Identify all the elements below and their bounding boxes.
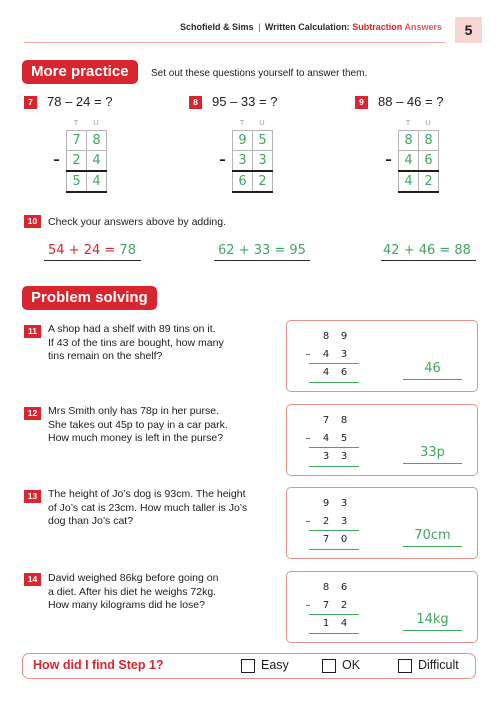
work-digit: 3: [340, 349, 348, 360]
answer-text: 33p: [420, 445, 445, 460]
grid-digit: 7: [67, 131, 87, 151]
work-digit: 8: [340, 415, 348, 426]
check-sum-1-rhs: 78: [119, 243, 136, 258]
grid-digit: 9: [233, 131, 253, 151]
column-headers: [398, 118, 438, 127]
question-number-9: 9: [355, 96, 368, 109]
check-sum-1: [48, 243, 136, 258]
answer-line: [44, 260, 141, 261]
working-calculation: [299, 580, 369, 636]
problem-13-text: [48, 488, 263, 529]
question-number-10: 10: [24, 215, 41, 228]
work-digit: 4: [322, 367, 330, 378]
calc-line: [309, 447, 359, 448]
check-sum-2: 62 + 33 = 95: [218, 243, 306, 258]
minus-sign: –: [385, 153, 392, 169]
question-8-text: 95 – 33 = ?: [212, 94, 278, 109]
difficult-label: Difficult: [418, 658, 459, 672]
problem-line: dog than Jo’s cat?: [48, 515, 134, 527]
problem-line: a diet. After his diet he weighs 72kg.: [48, 585, 217, 598]
grid-digit: 4: [87, 151, 107, 172]
work-digit: 0: [340, 534, 348, 545]
problem-line: How much money is left in the purse?: [48, 432, 224, 444]
problem-line: How many kilograms did he lose?: [48, 599, 205, 611]
minus-sign: –: [305, 600, 311, 611]
problem-line: The height of Jo’s dog is 93cm. The height: [48, 488, 246, 500]
work-digit: 8: [322, 582, 330, 593]
grid-digit: 3: [233, 151, 253, 172]
header-divider: [24, 42, 445, 43]
answer-line: [214, 260, 310, 261]
grid-digit: 8: [399, 131, 419, 151]
answer-text: 14kg: [416, 612, 449, 627]
work-digit: 7: [322, 600, 330, 611]
grid-digit: 3: [253, 151, 273, 172]
ok-checkbox[interactable]: [322, 659, 336, 673]
work-digit: 2: [322, 516, 330, 527]
answer-digit: 5: [67, 171, 87, 192]
column-headers: [66, 118, 106, 127]
work-digit: 2: [340, 600, 348, 611]
column-subtraction-grid: [213, 130, 273, 193]
problem-line: Mrs Smith only has 78p in her purse.: [48, 405, 219, 417]
minus-sign: –: [219, 153, 226, 169]
working-box: [286, 320, 478, 392]
answer-digit: 6: [233, 171, 253, 192]
problem-line: tins remain on the shelf?: [48, 350, 163, 362]
work-digit: 3: [340, 451, 348, 462]
minus-sign: –: [305, 433, 311, 444]
answer-digit: 2: [253, 171, 273, 192]
working-calculation: [299, 329, 369, 385]
answer-digit: 4: [87, 171, 107, 192]
work-digit: 9: [340, 331, 348, 342]
problem-11-text: [48, 323, 263, 364]
work-digit: 4: [322, 349, 330, 360]
tens-header: T: [239, 118, 245, 127]
question-number-7: 7: [24, 96, 37, 109]
units-header: U: [93, 118, 99, 127]
work-digit: 4: [322, 433, 330, 444]
minus-sign: –: [53, 153, 60, 169]
question-number-13: 13: [24, 490, 41, 503]
column-subtraction-grid: [47, 130, 107, 193]
tens-header: T: [405, 118, 411, 127]
answer-digit: 4: [399, 171, 419, 192]
question-7-text: 78 – 24 = ?: [47, 94, 113, 109]
easy-checkbox[interactable]: [241, 659, 255, 673]
self-assessment-question: How did I find Step 1?: [33, 658, 164, 672]
units-header: U: [259, 118, 265, 127]
column-subtraction-grid: [379, 130, 439, 193]
difficult-checkbox[interactable]: [398, 659, 412, 673]
working-box: [286, 571, 478, 643]
work-digit: 1: [322, 618, 330, 629]
more-practice-banner: More practice: [22, 60, 138, 84]
question-number-8: 8: [189, 96, 202, 109]
work-digit: 6: [340, 582, 348, 593]
grid-digit: 8: [87, 131, 107, 151]
easy-label: Easy: [261, 658, 289, 672]
answer-line: [403, 630, 462, 631]
question-9-text: 88 – 46 = ?: [378, 94, 444, 109]
problem-line: David weighed 86kg before going on: [48, 572, 219, 584]
question-10-text: Check your answers above by adding.: [48, 216, 227, 228]
work-digit: 3: [322, 451, 330, 462]
check-sum-1-lhs: 54 + 24 =: [48, 243, 116, 258]
problem-line: A shop had a shelf with 89 tins on it.: [48, 323, 216, 335]
working-calculation: [299, 496, 369, 552]
publisher-name: Schofield & Sims: [180, 22, 254, 32]
problem-line: She takes out 45p to pay in a car park.: [48, 418, 228, 431]
minus-sign: –: [305, 516, 311, 527]
working-calculation: [299, 413, 369, 469]
topic-name: Subtraction: [352, 22, 403, 32]
column-headers: [232, 118, 272, 127]
answer-line: [403, 546, 462, 547]
work-digit: 6: [340, 367, 348, 378]
minus-sign: –: [305, 349, 311, 360]
grid-digit: 6: [419, 151, 439, 172]
problem-14-text: [48, 572, 263, 613]
work-digit: 3: [340, 516, 348, 527]
calc-line: [309, 530, 359, 531]
ok-label: OK: [342, 658, 361, 672]
work-digit: 7: [322, 415, 330, 426]
answer-line: [403, 379, 462, 380]
answer-line: [381, 260, 476, 261]
question-number-11: 11: [24, 325, 41, 338]
calc-line: [309, 614, 359, 615]
units-header: U: [425, 118, 431, 127]
problem-solving-banner: Problem solving: [22, 286, 157, 310]
tens-header: T: [73, 118, 79, 127]
calc-line: [309, 549, 359, 550]
answer-line: [403, 463, 462, 464]
calc-line: [309, 382, 359, 383]
work-digit: 7: [322, 534, 330, 545]
series-name: Written Calculation:: [264, 22, 350, 32]
grid-digit: 2: [67, 151, 87, 172]
check-sum-3: 42 + 46 = 88: [383, 243, 471, 258]
answers-label: Answers: [404, 22, 442, 32]
header-separator: |: [258, 22, 261, 32]
work-digit: 5: [340, 433, 348, 444]
question-number-14: 14: [24, 573, 41, 586]
grid-digit: 4: [399, 151, 419, 172]
work-digit: 4: [340, 618, 348, 629]
working-box: [286, 487, 478, 559]
problem-line: of Jo’s cat is 23cm. How much taller is Jo’s: [48, 501, 248, 514]
problem-12-text: [48, 405, 263, 446]
more-practice-instruction: Set out these questions yourself to answer them.: [151, 68, 368, 79]
work-digit: 8: [322, 331, 330, 342]
question-number-12: 12: [24, 407, 41, 420]
self-assessment-bar: [22, 653, 476, 679]
running-header: [180, 22, 442, 32]
working-box: [286, 404, 478, 476]
problem-line: If 43 of the tins are bought, how many: [48, 336, 224, 349]
calc-line: [309, 633, 359, 634]
calc-line: [309, 466, 359, 467]
work-digit: 9: [322, 498, 330, 509]
work-digit: 3: [340, 498, 348, 509]
page-number: 5: [455, 17, 482, 43]
answer-text: 70cm: [414, 528, 451, 543]
answer-text: 46: [424, 361, 441, 376]
answer-digit: 2: [419, 171, 439, 192]
calc-line: [309, 363, 359, 364]
grid-digit: 8: [419, 131, 439, 151]
grid-digit: 5: [253, 131, 273, 151]
